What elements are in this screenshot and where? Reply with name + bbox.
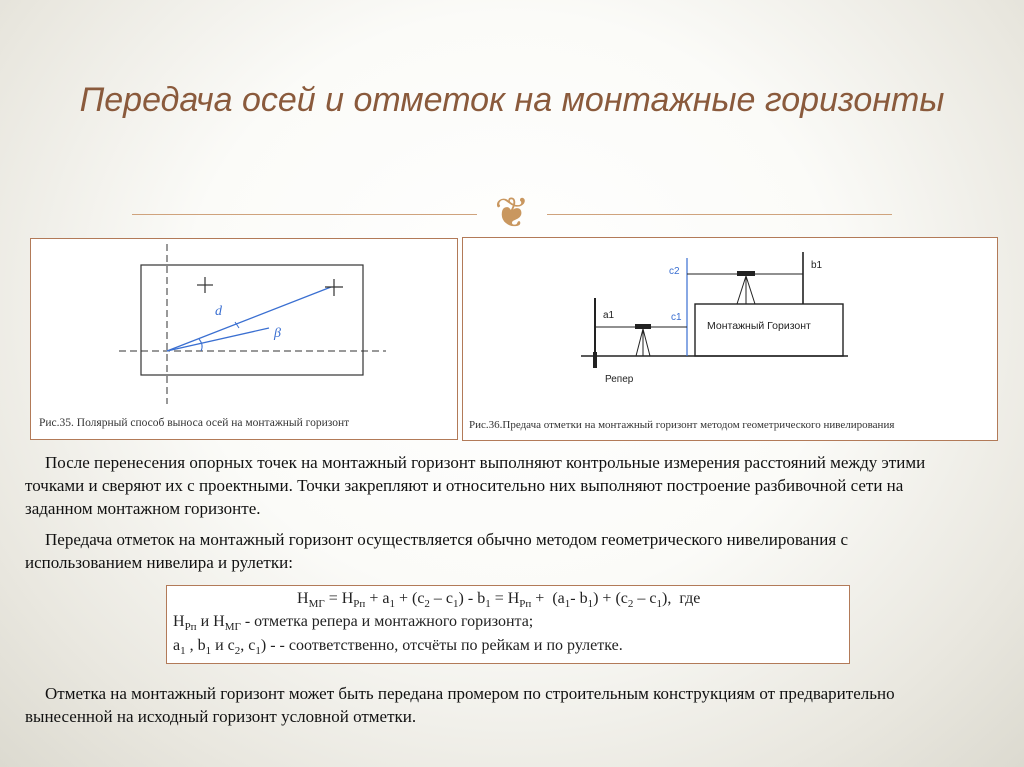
leveling-method-diagram bbox=[463, 238, 997, 440]
title-divider-left bbox=[132, 214, 477, 215]
level-2-leg-c bbox=[746, 276, 755, 304]
polar-method-diagram bbox=[31, 239, 457, 439]
figure1-caption: Рис.35. Полярный способ выноса осей на монтажный горизонт bbox=[39, 417, 350, 429]
label-c2: c2 bbox=[669, 266, 680, 277]
label-b1: b1 bbox=[811, 260, 823, 271]
paragraph-3: Отметка на монтажный горизонт может быть передана промером по строительным конструкциям от предварительно вынесенной на исходный горизонт условной отметки. bbox=[25, 684, 895, 726]
label-d: d bbox=[215, 304, 222, 319]
distance-line bbox=[167, 287, 331, 351]
figure-polar-method bbox=[30, 238, 458, 440]
label-horizon: Монтажный Горизонт bbox=[707, 320, 811, 332]
paragraph-2: Передача отметок на монтажный горизонт осуществляется обычно методом геометрического нивелирования с использованием нивелира и рулетки: bbox=[25, 530, 848, 572]
title-divider-right bbox=[547, 214, 892, 215]
formula-box bbox=[166, 585, 850, 664]
formula-line-3: $a_1$ , $b_1$ и $c_2$, $c_1$) - - соответственно, отсчёты по рейкам и по рулетке. bbox=[173, 637, 623, 658]
label-a1: a1 bbox=[603, 310, 615, 321]
level-2-head bbox=[737, 271, 755, 276]
level-1-leg-a bbox=[636, 329, 643, 356]
paragraph-1: После перенесения опорных точек на монтажный горизонт выполняют контрольные измерения расстояний между этими точками и сверяют их с проектными. Точки закрепляют и относительно них выполняют построение разбивочной сети на заданном монтажном горизонте. bbox=[25, 453, 926, 518]
label-reper: Репер bbox=[605, 374, 634, 385]
page-title: Передача осей и отметок на монтажные горизонты bbox=[79, 81, 945, 119]
level-1-head bbox=[635, 324, 651, 329]
horizon-rectangle bbox=[141, 265, 363, 375]
label-beta: β bbox=[274, 326, 281, 341]
angle-arc bbox=[199, 339, 202, 351]
label-c1: c1 bbox=[671, 312, 682, 323]
figure-leveling-method bbox=[462, 237, 998, 441]
figure2-caption: Рис.36.Предача отметки на монтажный горизонт методом геометрического нивелирования bbox=[469, 419, 895, 431]
level-2-leg-a bbox=[737, 276, 746, 304]
ornament-icon: ❦ bbox=[494, 188, 530, 237]
formula-line-2: $Н_{Рп}$ и $Н_{МГ}$ - отметка репера и монтажного горизонта; bbox=[173, 613, 534, 634]
level-1-leg-c bbox=[643, 329, 650, 356]
formula-line-1: $Н_{МГ} = Н_{Рп} + a_1 + (c_2 - c_1) - b_1 = Н_{Рп} + (a_1-$ $b_1) + (c_2 - c_1)$, где bbox=[297, 590, 701, 611]
